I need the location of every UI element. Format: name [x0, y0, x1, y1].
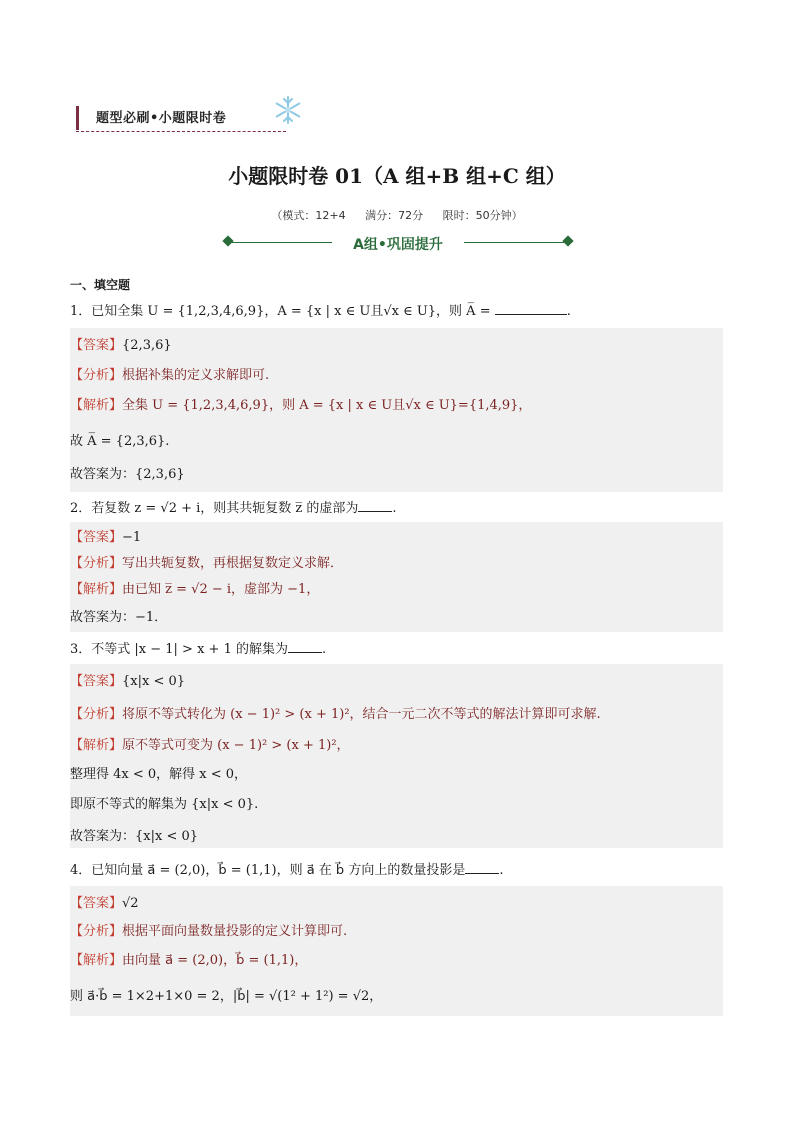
q4-solution-line-2: 则 a⃗·b⃗ = 1×2+1×0 = 2，|b⃗| = √(1² + 1²) = √2，: [70, 989, 383, 1004]
q4-answer-row: 【答案】√2: [70, 896, 139, 911]
q3-answer-row: 【答案】{x|x < 0}: [70, 674, 186, 689]
q4-analysis: 根据平面向量数量投影的定义计算即可.: [122, 924, 348, 939]
snowflake-icon: [273, 95, 303, 125]
question-2-solution-box: [70, 522, 723, 632]
q1-answer: {2,3,6}: [122, 338, 172, 353]
q1-analysis-row: 【分析】根据补集的定义求解即可.: [70, 368, 270, 383]
page-title: 小题限时卷 01（A 组+B 组+C 组）: [228, 164, 566, 188]
q4-solution-row: 【解析】由向量 a⃗ = (2,0)，b⃗ = (1,1)，: [70, 953, 308, 968]
q3-analysis: 将原不等式转化为 (x − 1)² > (x + 1)²，结合一元二次不等式的解法计算即可求解.: [122, 707, 601, 722]
q2-answer-row: 【答案】−1: [70, 530, 142, 545]
q1-solution-line-2: 故 A̅ = {2,3,6}.: [70, 434, 170, 449]
q3-solution-line-2: 整理得 4x < 0，解得 x < 0，: [70, 767, 248, 782]
answer-blank: [288, 640, 322, 653]
header-tag-text: 题型必刷•小题限时卷: [96, 111, 227, 126]
answer-blank: [495, 302, 567, 315]
group-label: A组•巩固提升: [353, 237, 443, 253]
q3-analysis-row: 【分析】将原不等式转化为 (x − 1)² > (x + 1)²，结合一元二次不等式的解法计算即可求解.: [70, 707, 601, 722]
q2-analysis-row: 【分析】写出共轭复数，再根据复数定义求解．: [70, 556, 344, 571]
q1-answer-row: 【答案】{2,3,6}: [70, 338, 172, 353]
q4-analysis-row: 【分析】根据平面向量数量投影的定义计算即可.: [70, 924, 348, 939]
q3-solution-line-4: 故答案为：{x|x < 0}: [70, 829, 199, 844]
q3-answer: {x|x < 0}: [122, 674, 186, 689]
group-banner: [222, 234, 574, 252]
q2-solution-line-1: 由已知 z̅ = √2 − i，虚部为 −1，: [122, 582, 320, 597]
answer-blank: [465, 861, 499, 874]
question-4-text: 4．已知向量 a⃗ = (2,0)，b⃗ = (1,1)，则 a⃗ 在 b⃗ 方向上的数量投影是: [70, 863, 466, 878]
question-2-stem: 2．若复数 z = √2 + i，则其共轭复数 z̅ 的虚部为 .: [70, 501, 397, 516]
q1-solution-row: 【解析】全集 U = {1,2,3,4,6,9}，则 A = {x | x ∈ U且√x ∈ U}={1,4,9}，: [70, 398, 532, 413]
meta-score: 满分：72分: [365, 209, 424, 222]
meta-mode: （模式：12+4: [271, 209, 346, 222]
q1-solution-line-1: 全集 U = {1,2,3,4,6,9}，则 A = {x | x ∈ U且√x ∈ U}={1,4,9}，: [122, 398, 532, 413]
question-1-text: 1．已知全集 U = {1,2,3,4,6,9}，A = {x | x ∈ U且√x ∈ U}，则 A̅ =: [70, 304, 495, 319]
header-tag: [76, 103, 286, 129]
q1-analysis: 根据补集的定义求解即可.: [122, 368, 270, 383]
question-3-solution-box: [70, 664, 723, 848]
q3-solution-line-1: 原不等式可变为 (x − 1)² > (x + 1)²，: [122, 738, 350, 753]
header-bar: [76, 106, 79, 130]
answer-blank: [358, 499, 392, 512]
q2-analysis: 写出共轭复数，再根据复数定义求解．: [122, 556, 344, 571]
question-3-text: 3．不等式 |x − 1| > x + 1 的解集为: [70, 642, 288, 657]
q4-answer: √2: [122, 896, 139, 911]
question-3-stem: 3．不等式 |x − 1| > x + 1 的解集为 .: [70, 642, 327, 657]
q4-solution-line-1: 由向量 a⃗ = (2,0)，b⃗ = (1,1)，: [122, 953, 308, 968]
question-1-stem: 1．已知全集 U = {1,2,3,4,6,9}，A = {x | x ∈ U且√x ∈ U}，则 A̅ = .: [70, 304, 571, 319]
q3-solution-line-3: 即原不等式的解集为 {x|x < 0}.: [70, 797, 259, 812]
q2-solution-line-2: 故答案为：−1．: [70, 610, 168, 625]
q2-solution-row: 【解析】由已知 z̅ = √2 − i，虚部为 −1，: [70, 582, 320, 597]
header-divider: [76, 131, 286, 132]
q3-solution-row: 【解析】原不等式可变为 (x − 1)² > (x + 1)²，: [70, 738, 350, 753]
question-2-text: 2．若复数 z = √2 + i，则其共轭复数 z̅ 的虚部为: [70, 501, 359, 516]
question-4-stem: 4．已知向量 a⃗ = (2,0)，b⃗ = (1,1)，则 a⃗ 在 b⃗ 方向上的数量投影是 .: [70, 863, 504, 878]
meta-time: 限时：50分钟）: [442, 209, 523, 222]
q2-answer: −1: [122, 530, 142, 545]
section-title: 一、填空题: [70, 278, 131, 292]
exam-meta: [0, 207, 794, 223]
q1-solution-line-3: 故答案为：{2,3,6}: [70, 467, 185, 482]
